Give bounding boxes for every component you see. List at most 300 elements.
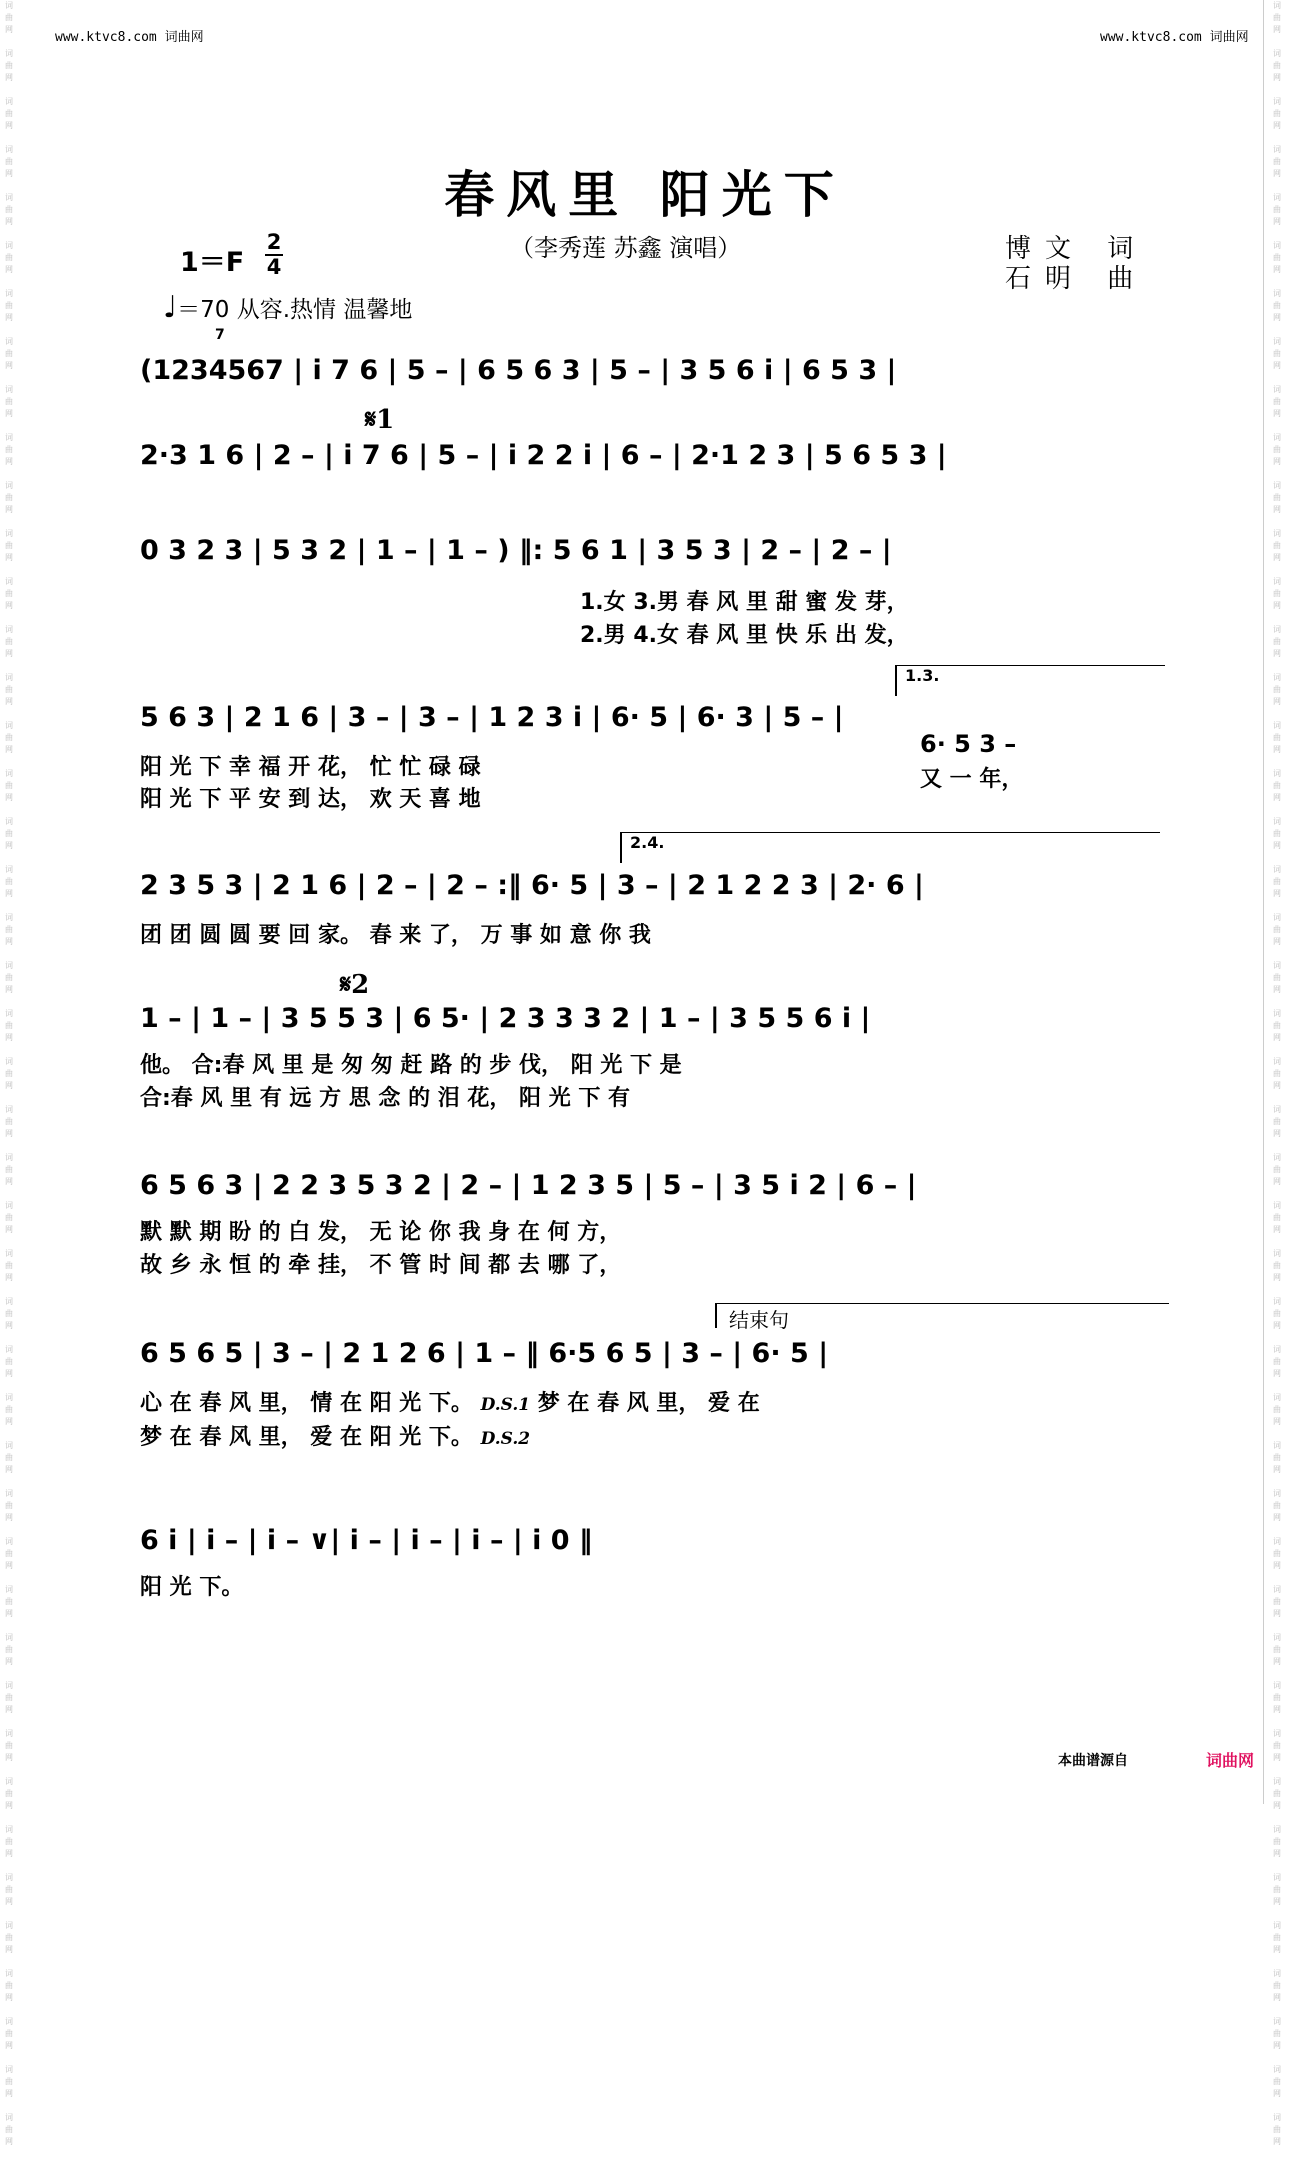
watermark-glyph: 网 [5, 1705, 13, 1714]
right-watermark-strip [1263, 0, 1290, 2146]
watermark-glyph: 网 [5, 1033, 13, 1042]
footer-brand-link[interactable]: 词曲网 [1206, 1751, 1255, 1770]
lyrics-row-8-b [140, 1420, 530, 1451]
watermark-glyph: 词 [5, 1, 13, 10]
watermark-glyph: 网 [1273, 1513, 1281, 1522]
watermark-gap [1264, 372, 1290, 384]
watermark-glyph: 词 [5, 817, 13, 826]
watermark-glyph: 词 [5, 2113, 13, 2122]
watermark-gap [0, 948, 18, 960]
watermark-glyph: 词 [5, 769, 13, 778]
watermark-glyph: 曲 [1273, 1117, 1281, 1126]
watermark-glyph: 词 [5, 721, 13, 730]
watermark-gap [1264, 1572, 1290, 1584]
watermark-glyph: 曲 [5, 2125, 13, 2134]
notes-row-5: 2 3 5 3 | 2 1 6 | 2 – | 2 – :‖ 6· 5 | 3 – | 2 1 2 2 3 | 2· 6 | [140, 870, 924, 901]
watermark-gap [1264, 852, 1290, 864]
watermark-glyph: 曲 [1273, 301, 1281, 310]
watermark-glyph: 网 [5, 1081, 13, 1090]
ending-label: 结束句 [715, 1303, 1169, 1328]
key-signature: 1＝F [180, 247, 245, 278]
watermark-gap [1264, 2004, 1290, 2016]
watermark-glyph: 网 [1273, 313, 1281, 322]
watermark-glyph: 曲 [1273, 445, 1281, 454]
watermark-glyph: 词 [5, 193, 13, 202]
watermark-glyph: 网 [1273, 169, 1281, 178]
watermark-glyph: 曲 [1273, 1741, 1281, 1750]
watermark-glyph: 曲 [1273, 1069, 1281, 1078]
watermark-glyph: 网 [1273, 1417, 1281, 1426]
watermark-glyph: 网 [5, 745, 13, 754]
watermark-glyph: 曲 [5, 1261, 13, 1270]
watermark-glyph: 网 [5, 1993, 13, 2002]
watermark-glyph: 曲 [1273, 1309, 1281, 1318]
segno-1-icon: 𝄋1 [365, 405, 395, 435]
watermark-glyph: 曲 [1273, 925, 1281, 934]
watermark-glyph: 词 [5, 1393, 13, 1402]
watermark-glyph: 曲 [5, 877, 13, 886]
segno-2-icon: 𝄋2 [340, 970, 370, 1000]
watermark-glyph: 网 [1273, 985, 1281, 994]
watermark-glyph: 曲 [5, 1165, 13, 1174]
lyrics-row-3-a: 1.女 3.男 春 风 里 甜 蜜 发 芽， [580, 590, 909, 615]
watermark-gap [0, 756, 18, 768]
watermark-gap [1264, 564, 1290, 576]
watermark-glyph: 词 [5, 913, 13, 922]
watermark-glyph: 网 [1273, 889, 1281, 898]
watermark-glyph: 词 [1273, 1921, 1281, 1930]
watermark-glyph: 词 [1273, 1729, 1281, 1738]
watermark-glyph: 曲 [5, 109, 13, 118]
watermark-glyph: 网 [5, 313, 13, 322]
watermark-glyph: 网 [1273, 361, 1281, 370]
watermark-glyph: 词 [5, 385, 13, 394]
watermark-gap [1264, 1524, 1290, 1536]
watermark-glyph: 网 [5, 793, 13, 802]
watermark-glyph: 曲 [5, 1405, 13, 1414]
composer: 石明 曲 [1005, 264, 1148, 294]
watermark-glyph: 词 [5, 1009, 13, 1018]
watermark-glyph: 词 [1273, 1633, 1281, 1642]
watermark-gap [1264, 276, 1290, 288]
watermark-glyph: 词 [1273, 337, 1281, 346]
watermark-gap [0, 852, 18, 864]
watermark-glyph: 词 [5, 577, 13, 586]
watermark-glyph: 网 [1273, 1225, 1281, 1234]
watermark-gap [0, 468, 18, 480]
watermark-glyph: 曲 [5, 301, 13, 310]
watermark-glyph: 曲 [1273, 877, 1281, 886]
watermark-gap [0, 564, 18, 576]
watermark-glyph: 曲 [5, 205, 13, 214]
watermark-glyph: 曲 [5, 1885, 13, 1894]
watermark-glyph: 网 [5, 1225, 13, 1234]
watermark-glyph: 词 [1273, 1777, 1281, 1786]
watermark-gap [1264, 1812, 1290, 1824]
watermark-gap [1264, 468, 1290, 480]
watermark-glyph: 曲 [5, 157, 13, 166]
watermark-glyph: 曲 [1273, 1645, 1281, 1654]
watermark-glyph: 网 [5, 169, 13, 178]
watermark-gap [1264, 2148, 1290, 2160]
watermark-gap [1264, 1764, 1290, 1776]
watermark-gap [1264, 1140, 1290, 1152]
watermark-glyph: 网 [1273, 1561, 1281, 1570]
watermark-glyph: 网 [1273, 649, 1281, 658]
watermark-glyph: 网 [1273, 2137, 1281, 2146]
watermark-glyph: 网 [1273, 265, 1281, 274]
watermark-gap [0, 1092, 18, 1104]
watermark-glyph: 曲 [1273, 1837, 1281, 1846]
watermark-glyph: 网 [5, 1321, 13, 1330]
watermark-glyph: 曲 [5, 589, 13, 598]
watermark-gap [0, 132, 18, 144]
watermark-gap [0, 1764, 18, 1776]
watermark-gap [1264, 948, 1290, 960]
watermark-glyph: 词 [5, 1873, 13, 1882]
watermark-glyph: 词 [1273, 385, 1281, 394]
watermark-gap [1264, 132, 1290, 144]
watermark-glyph: 词 [1273, 97, 1281, 106]
watermark-glyph: 词 [5, 97, 13, 106]
watermark-glyph: 词 [5, 1489, 13, 1498]
watermark-glyph: 网 [1273, 73, 1281, 82]
watermark-glyph: 词 [1273, 1489, 1281, 1498]
watermark-glyph: 曲 [5, 1501, 13, 1510]
lyrics-row-8-a [140, 1386, 760, 1417]
watermark-glyph: 网 [5, 361, 13, 370]
site-header-left[interactable]: www.ktvc8.com 词曲网 [55, 30, 204, 45]
watermark-gap [1264, 1188, 1290, 1200]
watermark-glyph: 网 [5, 1849, 13, 1858]
watermark-glyph: 网 [5, 697, 13, 706]
watermark-gap [0, 1860, 18, 1872]
tempo-marking [163, 290, 412, 325]
watermark-gap [1264, 708, 1290, 720]
watermark-gap [0, 2100, 18, 2112]
watermark-gap [0, 804, 18, 816]
watermark-glyph: 词 [5, 2065, 13, 2074]
watermark-gap [0, 276, 18, 288]
watermark-gap [0, 1236, 18, 1248]
watermark-glyph: 曲 [1273, 1453, 1281, 1462]
lyrics-row-6-a: 他。 合:春 风 里 是 匆 匆 赶 路 的 步 伐， 阳 光 下 是 [140, 1053, 682, 1078]
watermark-glyph: 词 [1273, 529, 1281, 538]
watermark-glyph: 曲 [5, 733, 13, 742]
watermark-gap [0, 1620, 18, 1632]
watermark-glyph: 词 [5, 1969, 13, 1978]
watermark-glyph: 词 [1273, 1681, 1281, 1690]
watermark-glyph: 网 [5, 1945, 13, 1954]
watermark-glyph: 曲 [1273, 397, 1281, 406]
watermark-gap [1264, 1476, 1290, 1488]
watermark-glyph: 网 [5, 1897, 13, 1906]
watermark-gap [0, 1668, 18, 1680]
watermark-glyph: 词 [1273, 817, 1281, 826]
watermark-glyph: 曲 [5, 1741, 13, 1750]
lyrics-row-4-b: 阳 光 下 平 安 到 达， 欢 天 喜 地 [140, 787, 481, 812]
watermark-glyph: 词 [1273, 721, 1281, 730]
watermark-glyph: 词 [1273, 289, 1281, 298]
watermark-glyph: 词 [1273, 2065, 1281, 2074]
notes-row-9: 6 i | i – | i – ∨| i – | i – | i – | i 0 ‖ [140, 1525, 593, 1556]
watermark-glyph: 词 [1273, 1585, 1281, 1594]
watermark-glyph: 曲 [1273, 541, 1281, 550]
watermark-glyph: 曲 [1273, 1165, 1281, 1174]
watermark-glyph: 词 [5, 865, 13, 874]
watermark-glyph: 曲 [5, 1693, 13, 1702]
singers: （李秀莲 苏鑫 演唱） [510, 234, 742, 262]
watermark-glyph: 曲 [1273, 637, 1281, 646]
watermark-gap [1264, 2100, 1290, 2112]
watermark-gap [0, 1140, 18, 1152]
site-header-right[interactable]: www.ktvc8.com 词曲网 [1100, 30, 1249, 45]
watermark-glyph: 词 [1273, 1969, 1281, 1978]
watermark-glyph: 曲 [1273, 1501, 1281, 1510]
watermark-glyph: 网 [5, 2137, 13, 2146]
watermark-glyph: 曲 [5, 2077, 13, 2086]
watermark-glyph: 曲 [5, 1213, 13, 1222]
watermark-gap [0, 900, 18, 912]
watermark-glyph: 词 [1273, 1009, 1281, 1018]
watermark-glyph: 曲 [1273, 1885, 1281, 1894]
watermark-glyph: 曲 [5, 1021, 13, 1030]
watermark-glyph: 曲 [5, 349, 13, 358]
watermark-glyph: 曲 [1273, 589, 1281, 598]
lyrics-row-8-a-text: 心 在 春 风 里， 情 在 阳 光 下。 [140, 1391, 473, 1416]
watermark-glyph: 网 [1273, 1273, 1281, 1282]
watermark-glyph: 网 [1273, 553, 1281, 562]
watermark-gap [0, 2052, 18, 2064]
watermark-glyph: 网 [5, 1417, 13, 1426]
watermark-gap [0, 228, 18, 240]
lyrics-row-8-b-text: 梦 在 春 风 里， 爱 在 阳 光 下。 [140, 1425, 473, 1450]
watermark-gap [1264, 1668, 1290, 1680]
watermark-gap [0, 372, 18, 384]
watermark-glyph: 网 [1273, 457, 1281, 466]
watermark-glyph: 网 [1273, 505, 1281, 514]
notes-row-4: 5 6 3 | 2 1 6 | 3 – | 3 – | 1 2 3 i | 6· 5 | 6· 3 | 5 – | [140, 702, 844, 733]
watermark-glyph: 网 [1273, 1753, 1281, 1762]
watermark-glyph: 曲 [5, 925, 13, 934]
watermark-glyph: 词 [5, 1057, 13, 1066]
watermark-glyph: 曲 [1273, 349, 1281, 358]
watermark-glyph: 曲 [1273, 829, 1281, 838]
watermark-glyph: 网 [1273, 1369, 1281, 1378]
watermark-glyph: 词 [1273, 145, 1281, 154]
watermark-gap [1264, 516, 1290, 528]
watermark-glyph: 曲 [5, 493, 13, 502]
watermark-glyph: 词 [1273, 1201, 1281, 1210]
watermark-glyph: 曲 [5, 1981, 13, 1990]
watermark-glyph: 网 [5, 1657, 13, 1666]
watermark-glyph: 网 [1273, 793, 1281, 802]
volta-2-4: 2.4. [620, 832, 1160, 863]
lyrics-row-6-b: 合:春 风 里 有 远 方 思 念 的 泪 花， 阳 光 下 有 [140, 1086, 631, 1111]
watermark-gap [1264, 1860, 1290, 1872]
time-bottom: 4 [266, 255, 282, 279]
watermark-glyph: 词 [1273, 2113, 1281, 2122]
watermark-glyph: 词 [5, 529, 13, 538]
watermark-glyph: 曲 [1273, 1261, 1281, 1270]
watermark-glyph: 曲 [5, 1789, 13, 1798]
watermark-glyph: 网 [1273, 1945, 1281, 1954]
watermark-glyph: 网 [5, 1273, 13, 1282]
song-title: 春风里 阳光下 [444, 165, 846, 224]
footer-source: 本曲谱源自 [1058, 1753, 1128, 1769]
watermark-glyph: 词 [5, 49, 13, 58]
watermark-gap [1264, 2052, 1290, 2064]
notes-row-2: 2·3 1 6 | 2 – | i 7 6 | 5 – | i 2 2 i | 6 – | 2·1 2 3 | 5 6 5 3 | [140, 440, 947, 471]
watermark-glyph: 曲 [1273, 61, 1281, 70]
watermark-gap [1264, 36, 1290, 48]
watermark-glyph: 词 [5, 1297, 13, 1306]
watermark-glyph: 网 [5, 1177, 13, 1186]
watermark-glyph: 网 [1273, 841, 1281, 850]
watermark-glyph: 曲 [1273, 157, 1281, 166]
watermark-glyph: 网 [1273, 601, 1281, 610]
watermark-glyph: 词 [5, 625, 13, 634]
watermark-glyph: 网 [5, 2089, 13, 2098]
watermark-gap [0, 516, 18, 528]
watermark-glyph: 曲 [1273, 1789, 1281, 1798]
watermark-gap [1264, 1332, 1290, 1344]
watermark-glyph: 词 [5, 1345, 13, 1354]
watermark-glyph: 网 [5, 121, 13, 130]
lyrics-row-9: 阳 光 下。 [140, 1575, 244, 1600]
watermark-glyph: 词 [5, 1825, 13, 1834]
watermark-glyph: 网 [5, 1753, 13, 1762]
watermark-glyph: 网 [5, 505, 13, 514]
watermark-gap [1264, 84, 1290, 96]
watermark-glyph: 词 [5, 1921, 13, 1930]
watermark-glyph: 词 [5, 1153, 13, 1162]
watermark-glyph: 网 [5, 265, 13, 274]
watermark-glyph: 曲 [5, 253, 13, 262]
watermark-glyph: 词 [1273, 481, 1281, 490]
watermark-glyph: 网 [5, 1513, 13, 1522]
watermark-glyph: 网 [5, 937, 13, 946]
watermark-glyph: 网 [1273, 1321, 1281, 1330]
lyrics-row-8-after: 梦 在 春 风 里， 爱 在 [537, 1391, 760, 1416]
watermark-glyph: 曲 [1273, 1405, 1281, 1414]
watermark-glyph: 词 [5, 673, 13, 682]
watermark-glyph: 曲 [5, 1117, 13, 1126]
watermark-gap [0, 1428, 18, 1440]
watermark-glyph: 词 [5, 1633, 13, 1642]
watermark-gap [0, 420, 18, 432]
watermark-glyph: 网 [5, 1129, 13, 1138]
watermark-glyph: 词 [1273, 433, 1281, 442]
watermark-glyph: 曲 [1273, 109, 1281, 118]
watermark-gap [1264, 228, 1290, 240]
watermark-gap [0, 1908, 18, 1920]
watermark-glyph: 网 [1273, 697, 1281, 706]
watermark-glyph: 网 [1273, 2089, 1281, 2098]
watermark-glyph: 网 [5, 457, 13, 466]
watermark-gap [0, 2004, 18, 2016]
watermark-gap [1264, 1620, 1290, 1632]
watermark-glyph: 词 [1273, 1249, 1281, 1258]
watermark-glyph: 词 [5, 481, 13, 490]
watermark-glyph: 词 [1273, 1297, 1281, 1306]
watermark-glyph: 曲 [5, 1597, 13, 1606]
watermark-glyph: 曲 [1273, 685, 1281, 694]
watermark-gap [1264, 804, 1290, 816]
watermark-glyph: 词 [5, 2017, 13, 2026]
lyrics-row-5: 团 团 圆 圆 要 回 家。 春 来 了， 万 事 如 意 你 我 [140, 923, 651, 948]
watermark-glyph: 网 [1273, 1993, 1281, 2002]
watermark-glyph: 网 [1273, 25, 1281, 34]
watermark-glyph: 网 [1273, 409, 1281, 418]
watermark-gap [1264, 324, 1290, 336]
watermark-glyph: 词 [1273, 1, 1281, 10]
watermark-glyph: 词 [1273, 1441, 1281, 1450]
watermark-glyph: 词 [5, 145, 13, 154]
watermark-glyph: 曲 [1273, 1357, 1281, 1366]
time-signature [265, 232, 283, 278]
watermark-glyph: 词 [1273, 2017, 1281, 2026]
watermark-glyph: 词 [5, 1105, 13, 1114]
watermark-gap [1264, 660, 1290, 672]
tuplet-number: 7 [215, 327, 225, 343]
ds2-mark: D.S.2 [480, 1429, 531, 1449]
notes-row-3: 0 3 2 3 | 5 3 2 | 1 – | 1 – ) ‖: 5 6 1 | 3 5 3 | 2 – | 2 – | [140, 535, 892, 566]
watermark-glyph: 曲 [1273, 13, 1281, 22]
watermark-glyph: 曲 [5, 1837, 13, 1846]
watermark-glyph: 词 [5, 241, 13, 250]
watermark-glyph: 网 [1273, 1897, 1281, 1906]
watermark-glyph: 曲 [5, 973, 13, 982]
lyrics-row-7-b: 故 乡 永 恒 的 牵 挂， 不 管 时 间 都 去 哪 了， [140, 1253, 622, 1278]
watermark-gap [1264, 756, 1290, 768]
watermark-glyph: 曲 [1273, 733, 1281, 742]
watermark-gap [0, 708, 18, 720]
watermark-gap [1264, 1428, 1290, 1440]
watermark-glyph: 曲 [5, 829, 13, 838]
watermark-glyph: 词 [5, 1729, 13, 1738]
watermark-gap [1264, 1908, 1290, 1920]
watermark-glyph: 网 [5, 73, 13, 82]
watermark-glyph: 曲 [5, 1453, 13, 1462]
watermark-glyph: 网 [5, 1369, 13, 1378]
watermark-gap [1264, 612, 1290, 624]
watermark-glyph: 网 [5, 985, 13, 994]
watermark-gap [1264, 996, 1290, 1008]
watermark-glyph: 网 [5, 841, 13, 850]
ds1-mark: D.S.1 [480, 1395, 531, 1415]
watermark-glyph: 曲 [5, 541, 13, 550]
watermark-glyph: 词 [5, 289, 13, 298]
watermark-glyph: 网 [1273, 1177, 1281, 1186]
notes-row-1: (1234567 | i 7 6 | 5 – | 6 5 6 3 | 5 – | 3 5 6 i | 6 5 3 | [140, 355, 897, 386]
watermark-glyph: 词 [1273, 193, 1281, 202]
watermark-gap [0, 324, 18, 336]
watermark-glyph: 词 [1273, 1537, 1281, 1546]
watermark-glyph: 曲 [1273, 2029, 1281, 2038]
watermark-glyph: 网 [1273, 121, 1281, 130]
lyrics-row-4-a: 阳 光 下 幸 福 开 花， 忙 忙 碌 碌 [140, 755, 481, 780]
watermark-glyph: 曲 [5, 685, 13, 694]
watermark-glyph: 曲 [1273, 1981, 1281, 1990]
watermark-glyph: 词 [1273, 1873, 1281, 1882]
watermark-glyph: 网 [1273, 1801, 1281, 1810]
watermark-glyph: 网 [5, 601, 13, 610]
notes-row-8: 6 5 6 5 | 3 – | 2 1 2 6 | 1 – ‖ 6·5 6 5 | 3 – | 6· 5 | [140, 1338, 829, 1369]
watermark-glyph: 曲 [5, 1357, 13, 1366]
watermark-glyph: 曲 [1273, 1933, 1281, 1942]
watermark-gap [1264, 900, 1290, 912]
